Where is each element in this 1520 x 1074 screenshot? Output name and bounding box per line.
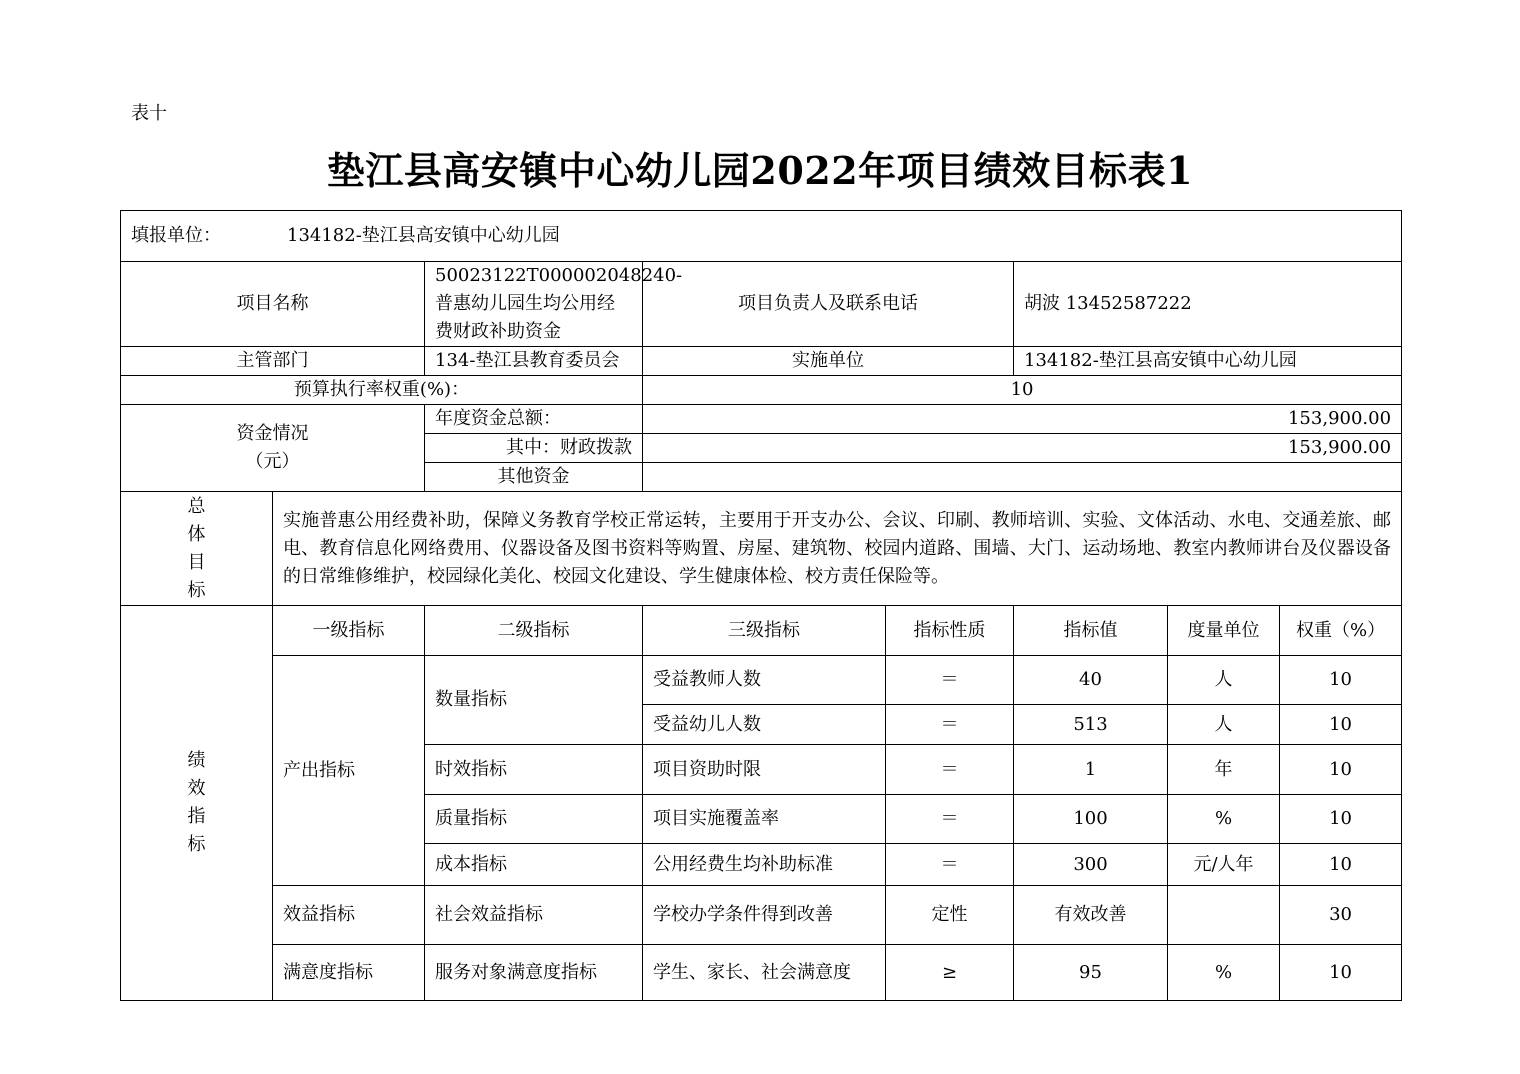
- project-name-value: 50023122T000002048240-普惠幼儿园生均公用经费财政补助资金: [425, 262, 643, 347]
- nature-cell: ＝: [886, 844, 1014, 886]
- header-weight: 权重（%）: [1280, 606, 1402, 656]
- overall-goal-char: 目: [187, 551, 206, 573]
- header-level1: 一级指标: [273, 606, 425, 656]
- level3-cell: 项目资助时限: [643, 745, 886, 795]
- level3-cell: 项目实施覆盖率: [643, 795, 886, 844]
- nature-cell: ＝: [886, 795, 1014, 844]
- value-cell: 100: [1014, 795, 1168, 844]
- table-number: 表十: [131, 103, 167, 124]
- value-cell: 300: [1014, 844, 1168, 886]
- unit-cell: %: [1168, 945, 1280, 1001]
- project-name-label: 项目名称: [121, 262, 425, 347]
- project-name-row: [121, 262, 1402, 347]
- header-nature: 指标性质: [886, 606, 1014, 656]
- filling-unit-value: 134182-垫江县高安镇中心幼儿园: [287, 225, 560, 246]
- project-owner-label: 项目负责人及联系电话: [643, 262, 1014, 347]
- weight-cell: 10: [1280, 745, 1402, 795]
- performance-char: 绩: [187, 750, 206, 771]
- unit-cell: 元/人年: [1168, 844, 1280, 886]
- level3-cell: 受益教师人数: [643, 656, 886, 705]
- level1-output: 产出指标: [273, 656, 425, 886]
- level2-timeliness: 时效指标: [425, 745, 643, 795]
- funds-total-value: 153,900.00: [643, 405, 1402, 434]
- funds-fiscal-label: 其中：财政拨款: [425, 434, 643, 463]
- funds-other-value: [643, 463, 1402, 492]
- overall-goal-text: 实施普惠公用经费补助，保障义务教育学校正常运转，主要用于开支办公、会议、印刷、教师培训、实验、文体活动、水电、交通差旅、邮电、教育信息化网络费用、仪器设备及图书资料等购置、房屋、建筑物、校园内道路、围墙、大门、运动场地、教室内教师讲台及仪器设备的日常维修维护，校园绿化美化、校园文化建设、学生健康体检、校方责任保险等。: [273, 492, 1402, 606]
- dept-label: 主管部门: [121, 347, 425, 376]
- project-owner-value: 胡波 13452587222: [1014, 262, 1402, 347]
- funds-label: [121, 405, 425, 492]
- weight-cell: 10: [1280, 656, 1402, 705]
- performance-char: 指: [187, 806, 206, 827]
- level3-cell: 受益幼儿人数: [643, 705, 886, 745]
- overall-goal-char: 体: [187, 523, 206, 545]
- overall-goal-label: [121, 492, 273, 606]
- header-unit: 度量单位: [1168, 606, 1280, 656]
- performance-char: 标: [187, 834, 206, 855]
- performance-target-table: [120, 210, 1402, 1001]
- funds-label-line2: （元）: [245, 451, 300, 472]
- nature-cell: ≥: [886, 945, 1014, 1001]
- unit-cell: 人: [1168, 705, 1280, 745]
- level2-social-benefit: 社会效益指标: [425, 886, 643, 945]
- level1-benefit: 效益指标: [273, 886, 425, 945]
- filling-unit-cell: [121, 211, 1402, 262]
- header-level3: 三级指标: [643, 606, 886, 656]
- overall-goal-row: [121, 492, 1402, 606]
- funds-fiscal-value: 153,900.00: [643, 434, 1402, 463]
- budget-weight-label: 预算执行率权重(%)：: [121, 376, 643, 405]
- filling-unit-row: [121, 211, 1402, 262]
- level2-cost: 成本指标: [425, 844, 643, 886]
- funds-row-total: [121, 405, 1402, 434]
- table-row: [121, 656, 1402, 705]
- nature-cell: 定性: [886, 886, 1014, 945]
- filling-unit-label: 填报单位：: [131, 225, 221, 246]
- table-row: [121, 945, 1402, 1001]
- level3-cell: 公用经费生均补助标准: [643, 844, 886, 886]
- department-row: [121, 347, 1402, 376]
- budget-weight-row: [121, 376, 1402, 405]
- header-value: 指标值: [1014, 606, 1168, 656]
- weight-cell: 30: [1280, 886, 1402, 945]
- nature-cell: ＝: [886, 745, 1014, 795]
- overall-goal-char: 标: [187, 579, 206, 601]
- weight-cell: 10: [1280, 945, 1402, 1001]
- table-row: [121, 886, 1402, 945]
- level3-cell: 学生、家长、社会满意度: [643, 945, 886, 1001]
- impl-unit-label: 实施单位: [643, 347, 1014, 376]
- header-level2: 二级指标: [425, 606, 643, 656]
- nature-cell: ＝: [886, 705, 1014, 745]
- performance-label: [121, 606, 273, 1001]
- dept-value: 134-垫江县教育委员会: [425, 347, 643, 376]
- value-cell: 1: [1014, 745, 1168, 795]
- unit-cell: [1168, 886, 1280, 945]
- budget-weight-value: 10: [643, 376, 1402, 405]
- level2-quality: 质量指标: [425, 795, 643, 844]
- funds-total-label: 年度资金总额：: [425, 405, 643, 434]
- value-cell: 513: [1014, 705, 1168, 745]
- funds-label-line1: 资金情况: [236, 423, 309, 444]
- level2-service-satisfaction: 服务对象满意度指标: [425, 945, 643, 1001]
- level1-satisfaction: 满意度指标: [273, 945, 425, 1001]
- performance-char: 效: [187, 778, 206, 799]
- impl-unit-value: 134182-垫江县高安镇中心幼儿园: [1014, 347, 1402, 376]
- overall-goal-char: 总: [187, 495, 206, 517]
- funds-other-label: 其他资金: [425, 463, 643, 492]
- unit-cell: 人: [1168, 656, 1280, 705]
- unit-cell: %: [1168, 795, 1280, 844]
- value-cell: 40: [1014, 656, 1168, 705]
- weight-cell: 10: [1280, 795, 1402, 844]
- nature-cell: ＝: [886, 656, 1014, 705]
- level3-cell: 学校办学条件得到改善: [643, 886, 886, 945]
- level2-quantity: 数量指标: [425, 656, 643, 745]
- unit-cell: 年: [1168, 745, 1280, 795]
- document-title: 垫江县高安镇中心幼儿园2022年项目绩效目标表1: [326, 148, 1194, 193]
- weight-cell: 10: [1280, 705, 1402, 745]
- indicator-header-row: [121, 606, 1402, 656]
- value-cell: 95: [1014, 945, 1168, 1001]
- weight-cell: 10: [1280, 844, 1402, 886]
- value-cell: 有效改善: [1014, 886, 1168, 945]
